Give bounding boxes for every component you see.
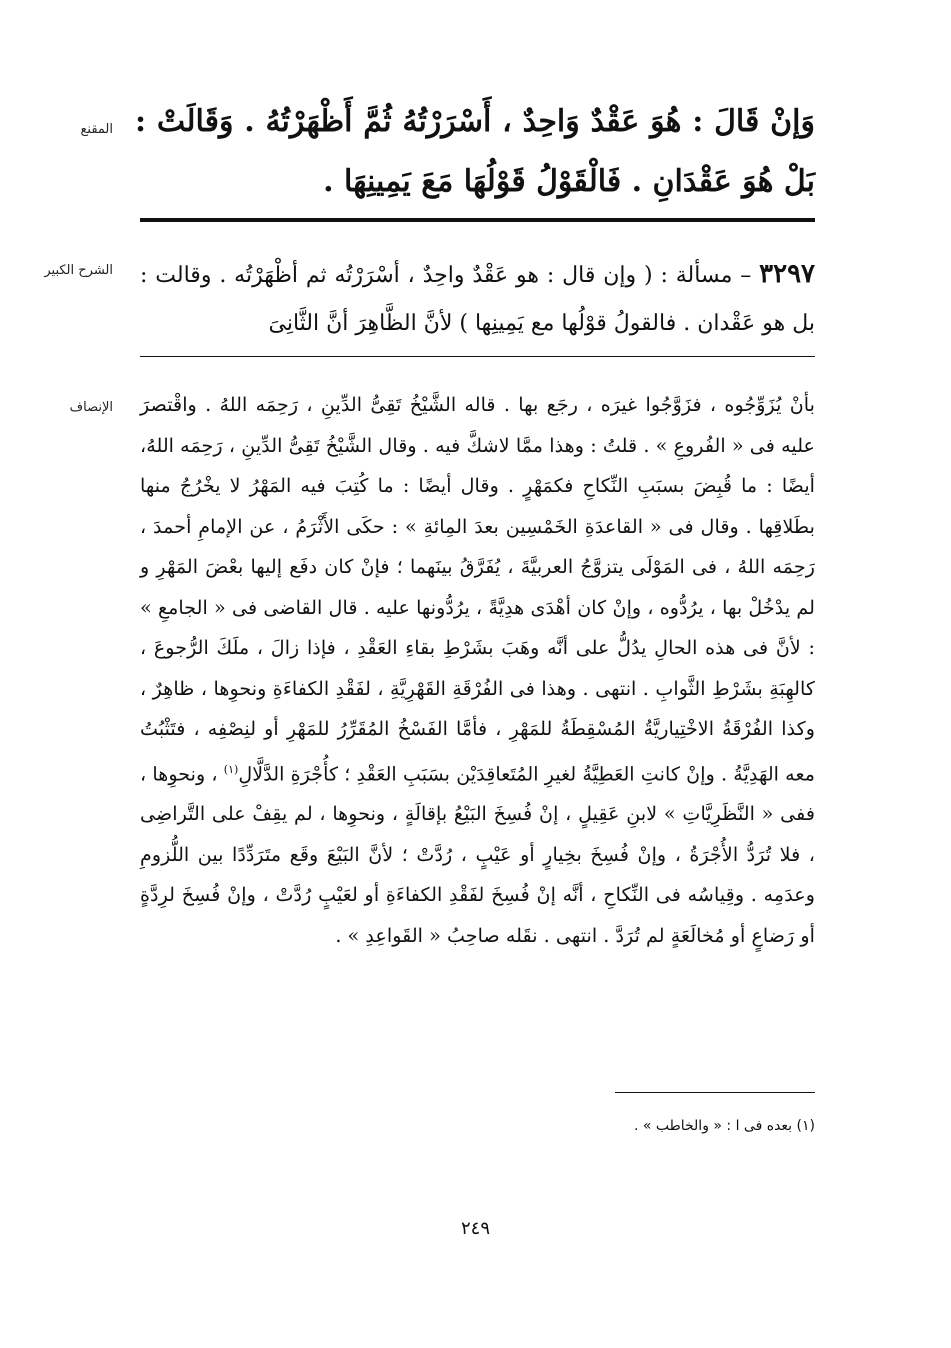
sharh-text xyxy=(140,250,815,348)
sharh-label: الشرح الكبير xyxy=(44,263,113,278)
footnote-divider xyxy=(615,1092,815,1093)
insaf-body-part2: ، ونحوِها ، ففى « النَّظَرِيَّاتِ » لابنِ عَقِيلٍ ، إنْ فُسِخَ البَيْعُ بإقالَةٍ ، ونحوِها ، لم يقِفْ على التَّراضِى ، فلا تُرَدُّ الأُجْرَةُ ، وإنْ فُسِخَ بخِيارٍ أو عَيْبٍ ، رُدَّتْ ؛ لأنَّ البَيْعَ وقَع متَرَدِّدًا بين اللُّزومِ وعدَمِه . وقِياسُه فى النِّكاحِ ، أنَّه إنْ فُسِخَ لفَقْدِ الكفاءَةِ أو لعَيْبٍ رُدَّتْ ، وإنْ فُسِخَ لرِدَّةٍ أو رَضاعٍ أو مُخالَعَةٍ لم تُرَدَّ . انتهى . نقَله صاحِبُ « القَواعِدِ » . xyxy=(140,761,815,947)
insaf-text xyxy=(140,385,815,956)
insaf-body-part1: بأنْ يُزَوِّجُوه ، فزَوَّجُوا غيرَه ، رجَع بها . قاله الشَّيْخُ تَقِىُّ الدِّينِ ، رَحِمَه اللهُ . واقْتصرَ عليه فى « الفُروعِ » . قلتُ : وهذا ممَّا لاشكَّ فيه . وقال الشَّيْخُ تَقِىُّ الدِّينِ ، رَحِمَه اللهُ، أيضًا : ما قُبِضَ بسبَبِ النِّكاحِ فكمَهْرٍ . وقال أيضًا : ما كُتِبَ فيه المَهْرُ لا يخْرُجُ منها بطَلاقِها . وقال فى « القاعدَةِ الخَمْسِين بعدَ المِائةِ » : حكَى الأَثْرَمُ ، عن الإمامِ أحمدَ ، رَحِمَه اللهُ ، فى المَوْلَى يتزوَّجُ العربيَّةَ ، يُفَرَّقُ بينَهما ؛ فإنْ كان دفَع إليها بعْضَ المَهْرِ و لم يدْخُلْ بها ، يرُدُّوه ، وإنْ كان أهْدَى هدِيَّةً ، يرُدُّونها عليه . قال القاضى فى « الجامعِ » : لأنَّ فى هذه الحالِ يدُلُّ على أنَّه وهَبَ بشَرْطِ بقاءِ العَقْدِ ، فإذا زالَ ، ملَكَ الرُّجوعَ ، كالهِبَةِ بشَرْطِ الثَّوابِ . انتهى . وهذا فى الفُرْقَةِ القَهْرِيَّةِ ، لفَقْدِ الكفاءَةِ ونحوِها ، ظاهِرٌ ، وكذا الفُرْقَةُ الاخْتِياريَّةُ المُسْقِطَةُ للمَهْرِ ، فأمَّا الفَسْخُ المُقَرِّرُ للمَهْرِ أو لنِصْفِه ، فتَثْبُتُ معه الهَدِيَّةُ . وإنْ كانتِ العَطِيَّةُ لغيرِ المُتَعاقِدَيْن بسَبَبِ العَقْدِ ؛ كأُجْرَةِ الدَّلَّالِ xyxy=(140,393,815,785)
thick-divider xyxy=(140,218,815,222)
footnote: (١) بعده فى ا : « والخاطب » . xyxy=(633,1118,815,1134)
insaf-paragraph xyxy=(140,385,815,956)
issue-number: ٣٢٩٧ xyxy=(759,259,815,289)
muqni-text xyxy=(135,92,815,212)
sharh-paragraph xyxy=(140,250,815,348)
muqni-label: المقنع xyxy=(80,122,113,137)
thin-divider xyxy=(140,356,815,357)
muqni-paragraph: وَإنْ قَالَ : هُوَ عَقْدٌ وَاحِدٌ ، أَسْرَرْتُهُ ثُمَّ أَظْهَرْتُهُ . وَقَالَتْ : بَلْ هُوَ عَقْدَانِ . فَالْقَوْلُ قَوْلُهَا مَعَ يَمِينِهَا . xyxy=(135,104,815,199)
insaf-label: الإنصاف xyxy=(69,400,113,415)
sharh-body: – مسألة : ( وإن قال : هو عَقْدٌ واحِدٌ ، أسْرَرْتُه ثم أظْهَرْتُه . وقالت : بل هو عَقْدان . فالقولُ قوْلُها مع يَمِينِها ) لأنَّ الظَّاهِرَ أنَّ الثَّانِىَ xyxy=(140,263,815,336)
page-number: ٢٤٩ xyxy=(460,1218,490,1239)
footnote-marker[interactable]: (١) xyxy=(223,762,239,776)
